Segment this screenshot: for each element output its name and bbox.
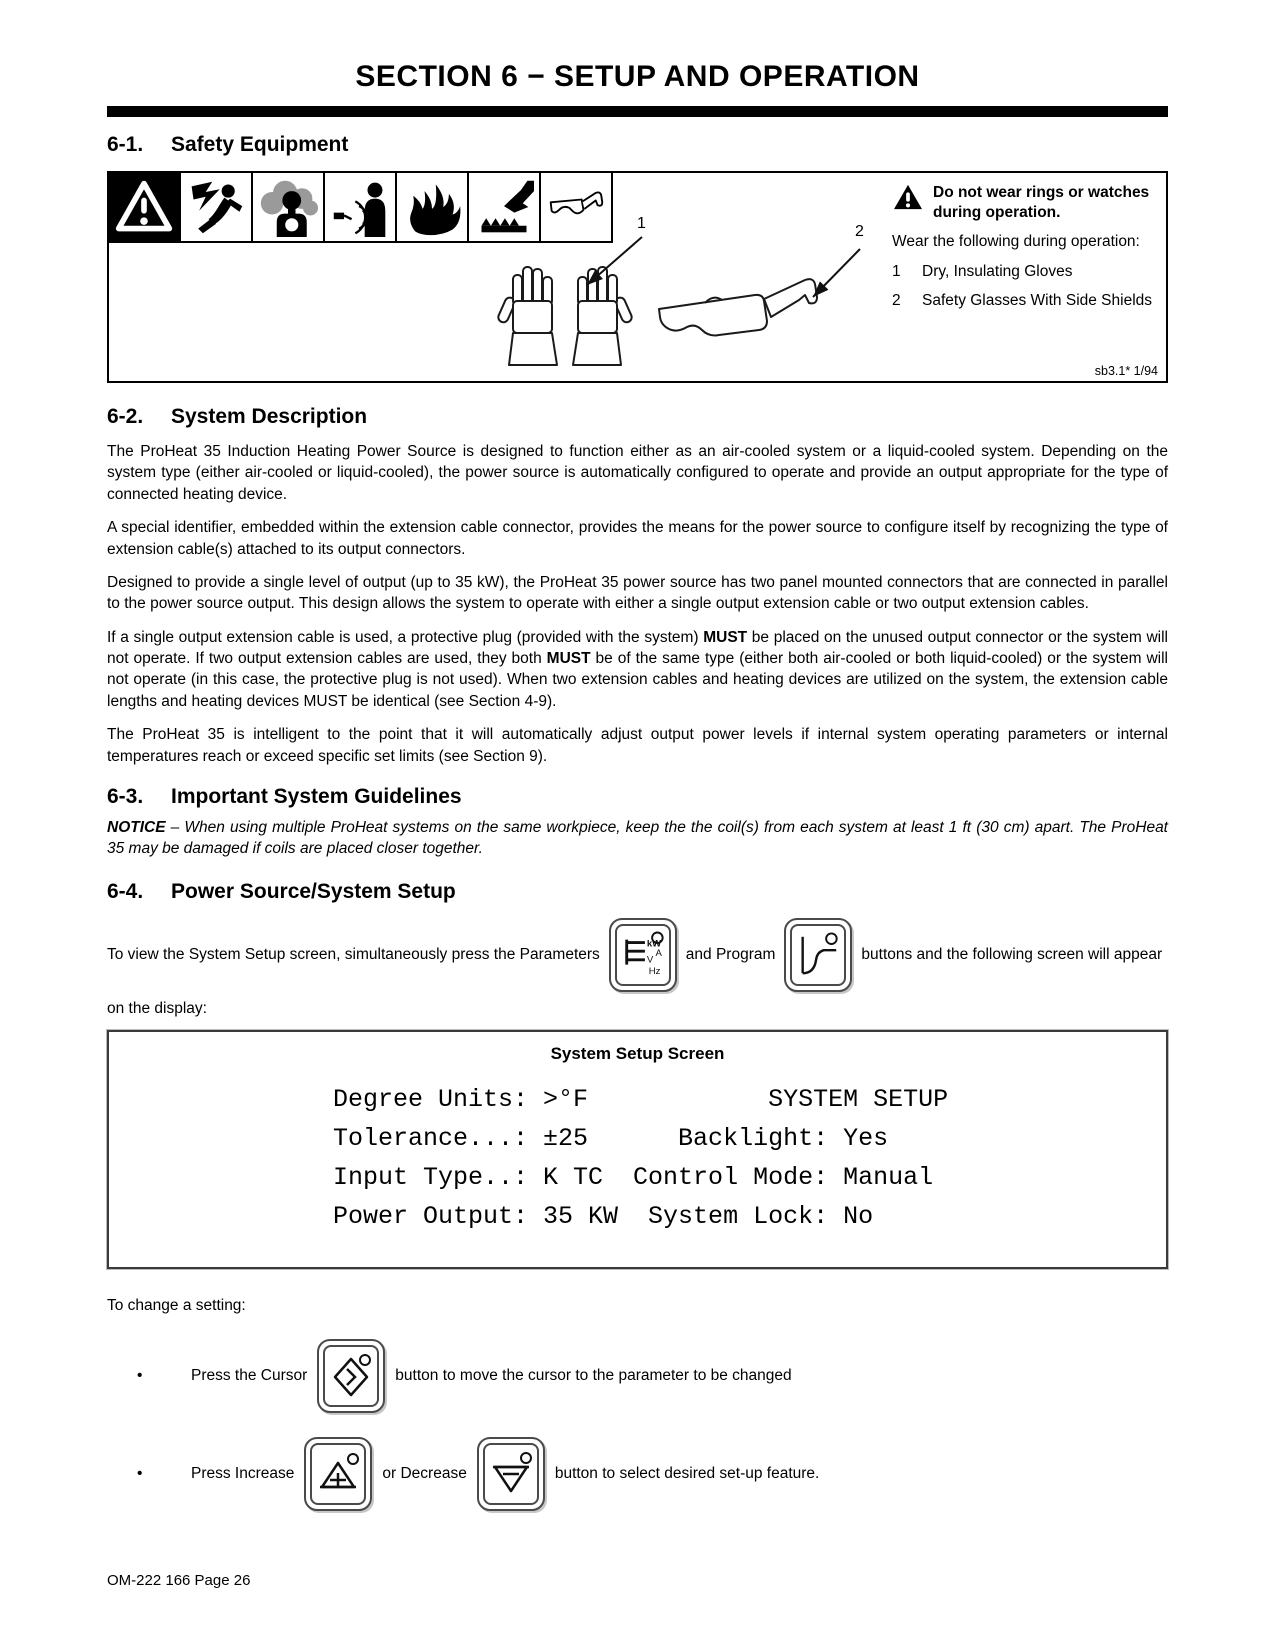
lcd-line: Power Output: 35 KW System Lock: No bbox=[333, 1201, 874, 1231]
heading-system-guidelines bbox=[107, 785, 1168, 809]
system-setup-screen bbox=[107, 1030, 1168, 1269]
bullet-text: button to move the cursor to the parameter to be changed bbox=[395, 1366, 792, 1384]
list-item bbox=[892, 262, 1164, 282]
intro-text: on the display: bbox=[107, 999, 207, 1017]
heading-number: 6-4. bbox=[107, 879, 144, 903]
increase-icon bbox=[316, 1449, 360, 1499]
paragraph: The ProHeat 35 Induction Heating Power Source is designed to function either as an air-cooled system or a liquid-cooled system. Depending on the system type (either air-cooled or liquid-cooled), the power source is automatically configured to operate and provide an output appropriate for the type of connected heating device. bbox=[107, 443, 1168, 503]
title-rule bbox=[107, 106, 1168, 117]
item-label: Dry, Insulating Gloves bbox=[922, 263, 1073, 281]
page-footer: OM-222 166 Page 26 bbox=[107, 1572, 251, 1589]
paragraph: Designed to provide a single level of output (up to 35 kW), the ProHeat 35 power source has two panel mounted connectors that are connected in parallel to the power source output. This design allows the system to operate with either a single output extension cable or two output extension cables. bbox=[107, 573, 1168, 613]
notice-label: NOTICE bbox=[107, 818, 166, 836]
bullet-text: Press the Cursor bbox=[191, 1366, 308, 1384]
wear-instruction: Wear the following during operation: bbox=[892, 233, 1140, 251]
heading-label: Power Source/System Setup bbox=[171, 879, 456, 903]
item-number: 2 bbox=[892, 292, 901, 310]
bullet-text: or Decrease bbox=[382, 1464, 467, 1482]
callout-2-label: 2 bbox=[855, 223, 864, 240]
safety-instructions bbox=[892, 183, 1164, 311]
item-number: 1 bbox=[892, 263, 901, 281]
heading-label: System Description bbox=[171, 405, 368, 428]
warning-text: Do not wear rings or watches during operation. bbox=[933, 184, 1150, 222]
page-title: SECTION 6 − SETUP AND OPERATION bbox=[355, 60, 920, 93]
notice-paragraph: NOTICE – When using multiple ProHeat systems on the same workpiece, keep the the coil(s) from each system at least 1 ft (30 cm) apart. The ProHeat 35 may be damaged if coils are placed closer together. bbox=[107, 818, 1168, 858]
program-icon bbox=[795, 929, 841, 981]
change-setting-intro: To change a setting: bbox=[107, 1296, 246, 1314]
list-item bbox=[892, 291, 1164, 311]
increase-button bbox=[304, 1437, 372, 1511]
heading-label: Important System Guidelines bbox=[171, 784, 462, 808]
item-label: Safety Glasses With Side Shields bbox=[922, 292, 1153, 310]
callout-2-arrow bbox=[813, 249, 860, 297]
paragraph: If a single output extension cable is used, a protective plug (provided with the system) MUST be placed on the unused output connector or the system will not operate. If two output extension cables are used, they both MUST be of the same type (either both air-cooled or both liquid-cooled) or the system will not operate (in this case, the protective plug is not used). When two extension cables and heating devices are utilized on the system, the extension cable lengths and heating devices MUST be identical (see Section 4-9). bbox=[107, 628, 1168, 710]
page-content bbox=[107, 0, 1168, 1511]
paragraph: A special identifier, embedded within the extension cable connector, provides the means for the power source to configure itself by recognizing the type of extension cable(s) attached to its output connectors. bbox=[107, 519, 1168, 558]
glasses-illustration bbox=[659, 279, 817, 335]
screen-title: System Setup Screen bbox=[550, 1043, 725, 1063]
paragraph: The ProHeat 35 is intelligent to the point that it will automatically adjust output power levels if internal system operating parameters or internal temperatures reach or exceed specific set limits (see Section 9). bbox=[107, 726, 1168, 765]
bullet-text: Press Increase bbox=[191, 1464, 295, 1482]
lcd-line: Tolerance...: ±25 Backlight: Yes bbox=[333, 1123, 889, 1153]
decrease-button bbox=[477, 1437, 545, 1511]
bullet-marker: • bbox=[137, 1366, 143, 1384]
lcd-line: Degree Units: >°F SYSTEM SETUP bbox=[333, 1084, 949, 1114]
lcd-text bbox=[333, 1080, 1166, 1236]
decrease-icon bbox=[489, 1449, 533, 1499]
cursor-icon bbox=[329, 1351, 373, 1401]
bullet-marker: • bbox=[137, 1464, 143, 1482]
setup-intro-row bbox=[107, 918, 1168, 992]
intro-text: and Program bbox=[685, 945, 776, 963]
heading-number: 6-1. bbox=[107, 133, 144, 156]
svg-text:kW: kW bbox=[646, 938, 661, 949]
heading-power-source-setup bbox=[107, 880, 1168, 904]
bullet-increase-decrease bbox=[137, 1437, 1168, 1511]
figure-reference: sb3.1* 1/94 bbox=[1094, 364, 1158, 378]
warning-triangle-icon bbox=[892, 183, 924, 223]
callout-1-label: 1 bbox=[637, 215, 646, 232]
safety-equipment-figure bbox=[107, 171, 1168, 383]
cursor-button bbox=[317, 1339, 385, 1413]
svg-text:A: A bbox=[655, 947, 662, 959]
heading-safety-equipment bbox=[107, 133, 1168, 157]
heading-number: 6-3. bbox=[107, 784, 144, 808]
program-button bbox=[784, 918, 852, 992]
heading-label: Safety Equipment bbox=[171, 133, 349, 156]
intro-text: To view the System Setup screen, simultaneously press the Parameters bbox=[107, 945, 600, 963]
intro-text: buttons and the following screen will appear bbox=[861, 945, 1163, 963]
parameters-icon bbox=[620, 929, 666, 981]
heading-system-description bbox=[107, 405, 1168, 429]
lcd-line: Input Type..: K TC Control Mode: Manual bbox=[333, 1162, 934, 1192]
bullet-cursor bbox=[137, 1339, 1168, 1413]
gloves-illustration bbox=[497, 267, 634, 365]
parameters-button bbox=[609, 918, 677, 992]
heading-number: 6-2. bbox=[107, 405, 144, 428]
svg-text:Hz: Hz bbox=[648, 965, 661, 977]
bullet-text: button to select desired set-up feature. bbox=[554, 1464, 820, 1482]
svg-text:V: V bbox=[646, 954, 654, 966]
